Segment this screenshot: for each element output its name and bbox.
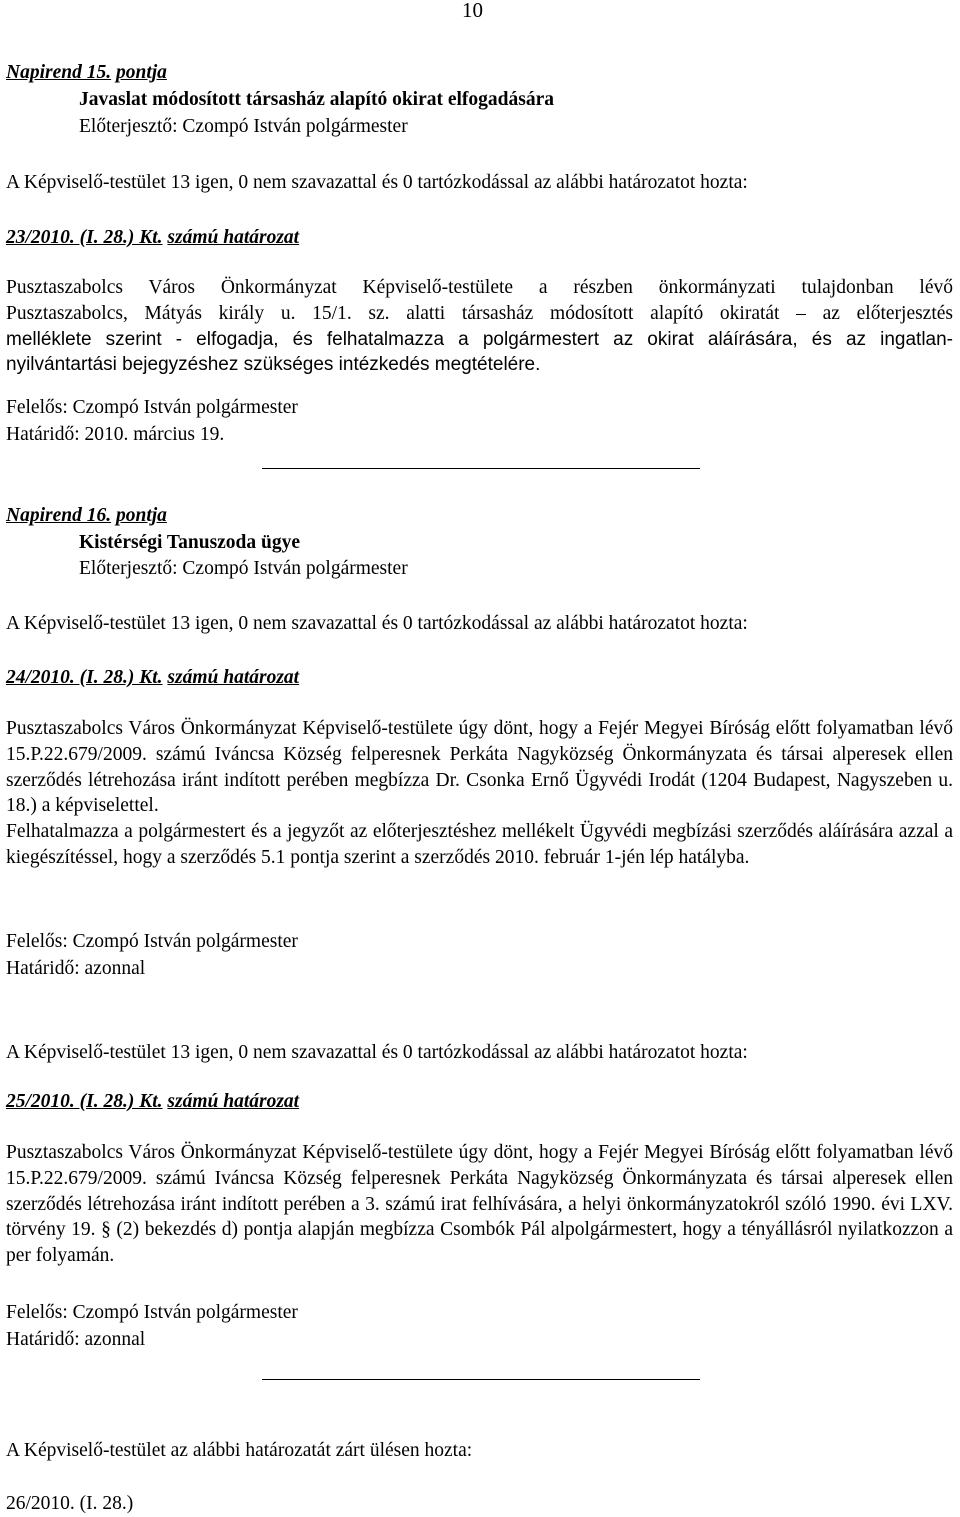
resolution-type: számú határozat bbox=[167, 667, 300, 688]
resolution-body: Pusztaszabolcs Város Önkormányzat Képviselő-testülete úgy dönt, hogy a Fejér Megyei Bíróság előtt folyamatban lévő 15.P.22.679/2009. számú Iváncsa Község felperesnek Perkáta Nagyközség Önkormányzata és társai alperesek ellen szerződés létrehozása iránt indított perében a 3. számú irat felhívására, a helyi önkormányzatokról szóló 1990. évi LXV. törvény 19. § (2) bekezdés d) pontja alapján megbízza Csombók Pál alpolgármestert, hogy a tényállásról nyilatkozzon a per folyamán. bbox=[6, 1142, 953, 1267]
presenter-line: Előterjesztő: Czompó István polgármester bbox=[79, 558, 408, 579]
responsible-line: Felelős: Czompó István polgármester bbox=[6, 931, 298, 952]
responsible-line: Felelős: Czompó István polgármester bbox=[6, 397, 298, 418]
resolution-number: 23/2010. (I. 28.) Kt. bbox=[6, 227, 163, 248]
deadline-line: Határidő: azonnal bbox=[6, 958, 146, 979]
agenda-suffix: pontja bbox=[115, 62, 167, 83]
resolution-heading-23 bbox=[6, 226, 299, 250]
resolution-number: 26/2010. (I. 28.) bbox=[6, 1493, 134, 1514]
resolution-body bbox=[6, 716, 953, 871]
agenda-prefix: Napirend 16. bbox=[6, 505, 112, 526]
body-paragraph: Pusztaszabolcs Város Önkormányzat Képviselő-testülete úgy dönt, hogy a Fejér Megyei Bíróság előtt folyamatban lévő 15.P.22.679/2009. számú Iváncsa Község felperesnek Perkáta Nagyközség Önkormányzata és társai alperesek ellen szerződés létrehozása iránt indított perében megbízza Dr. Csonka Ernő Ügyvédi Irodát (1204 Budapest, Nagyszeben u. 18.) a képviselettel. bbox=[6, 718, 953, 817]
presenter-line: Előterjesztő: Czompó István polgármester bbox=[79, 116, 408, 137]
agenda-suffix: pontja bbox=[115, 505, 167, 526]
agenda-title: Javaslat módosított társasház alapító okirat elfogadására bbox=[79, 89, 555, 110]
body-line: Pusztaszabolcs Város Önkormányzat Képviselő-testülete a részben önkormányzati tulajdonban lévő bbox=[6, 277, 953, 298]
responsible-line: Felelős: Czompó István polgármester bbox=[6, 1302, 298, 1323]
agenda-title: Kistérségi Tanuszoda ügye bbox=[79, 532, 301, 553]
deadline-line: Határidő: azonnal bbox=[6, 1329, 146, 1350]
body-line: Pusztaszabolcs, Mátyás király u. 15/1. sz. alatti társasház módosított alapító okiratát – az előterjesztés bbox=[6, 302, 953, 324]
page-number: 10 bbox=[462, 0, 483, 22]
resolution-type: számú határozat bbox=[167, 227, 300, 248]
vote-line: A Képviselő-testület 13 igen, 0 nem szavazattal és 0 tartózkodással az alábbi határozatot hozta: bbox=[6, 613, 748, 634]
resolution-heading-24 bbox=[6, 666, 299, 690]
resolution-type: számú határozat bbox=[167, 1091, 300, 1112]
separator-rule bbox=[262, 1379, 700, 1380]
resolution-heading-25 bbox=[6, 1090, 299, 1114]
deadline-line: Határidő: 2010. március 19. bbox=[6, 424, 225, 445]
body-line: melléklete szerint - elfogadja, és felhatalmazza a polgármestert az okirat aláírására, és az ingatlan- bbox=[6, 328, 953, 350]
resolution-number: 24/2010. (I. 28.) Kt. bbox=[6, 667, 163, 688]
vote-line: A Képviselő-testület az alábbi határozatát zárt ülésen hozta: bbox=[6, 1440, 473, 1461]
body-paragraph: Felhatalmazza a polgármestert és a jegyzőt az előterjesztéshez mellékelt Ügyvédi megbízási szerződés aláírására azzal a kiegészítéssel, hogy a szerződés 5.1 pontja szerint a szerződés 2010. február 1-jén lép hatályba. bbox=[6, 821, 953, 868]
agenda-heading-15 bbox=[6, 61, 167, 85]
resolution-number: 25/2010. (I. 28.) Kt. bbox=[6, 1091, 163, 1112]
vote-line: A Képviselő-testület 13 igen, 0 nem szavazattal és 0 tartózkodással az alábbi határozatot hozta: bbox=[6, 172, 748, 193]
vote-line: A Képviselő-testület 13 igen, 0 nem szavazattal és 0 tartózkodással az alábbi határozatot hozta: bbox=[6, 1042, 748, 1063]
agenda-heading-16 bbox=[6, 504, 167, 528]
body-line: nyilvántartási bejegyzéshez szükséges intézkedés megtételére. bbox=[6, 354, 541, 376]
resolution-body bbox=[6, 275, 953, 378]
agenda-prefix: Napirend 15. bbox=[6, 62, 112, 83]
separator-rule bbox=[262, 468, 700, 469]
